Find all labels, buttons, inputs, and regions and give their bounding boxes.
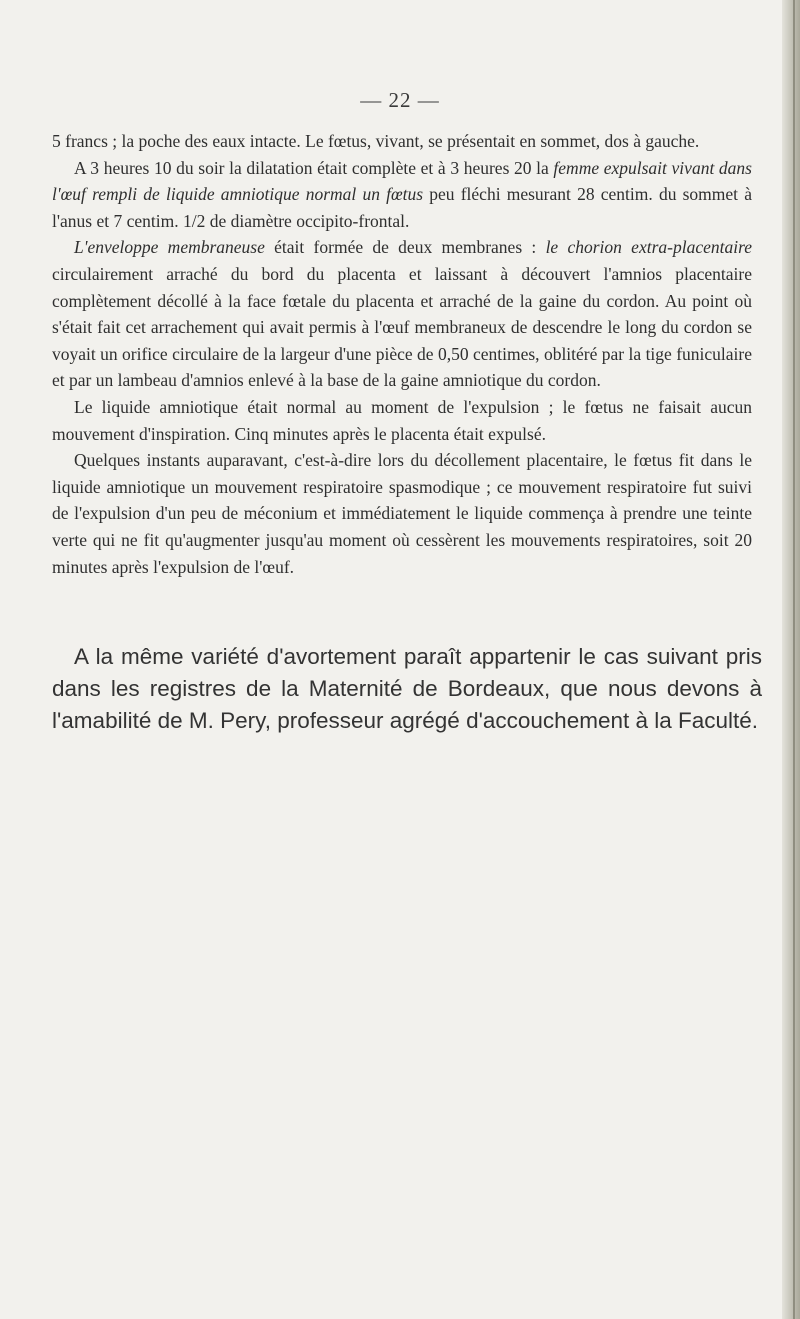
text-segment: peu fléchi mesurant 28 centim. du sommet à l'anus et 7 centim. 1/2 de diamètre occipito-frontal. bbox=[52, 184, 752, 231]
closing-paragraph: A la même variété d'avortement paraît appartenir le cas suivant pris dans les registres de la Maternité de Bordeaux, que nous devons à l'amabilité de M. Pery, professeur agrégé d'accouchement à la Faculté. bbox=[52, 644, 762, 733]
paragraph bbox=[52, 394, 752, 447]
text-segment: 5 francs ; la poche des eaux intacte. Le fœtus, vivant, se présentait en sommet, dos à gauche. bbox=[52, 131, 700, 151]
page-edge-line bbox=[793, 0, 795, 1319]
page-number: — 22 — bbox=[360, 88, 440, 112]
text-segment: Quelques instants auparavant, c'est-à-dire lors du décollement placentaire, le fœtus fit dans le liquide amniotique un mouvement respiratoire spasmodique ; ce mouvement respiratoire fut suivi de l'expulsion d'un peu de méconium et immédiatement le liquide commença à prendre une teinte verte qui ne fit qu'augmenter jusqu'au moment où cessèrent les mouvements respiratoires, soit 20 minutes après l'expulsion de l'œuf. bbox=[52, 450, 752, 577]
text-segment: Le liquide amniotique était normal au moment de l'expulsion ; le fœtus ne faisait aucun mouvement d'inspiration. Cinq minutes après le placenta était expulsé. bbox=[52, 396, 752, 444]
paragraph bbox=[52, 155, 752, 235]
text-segment: circulairement arraché du bord du placenta et laissant à découvert l'amnios placentaire complètement décollé à la face fœtale du placenta et arraché de la gaine du cordon. Au point où s'était fait cet arrachement qui avait permis à l'œuf membraneux de descendre le long du cordon se voyait un orifice circulaire de la largeur d'une pièce de 0,50 centimes, oblitéré par la tige funiculaire et par un lambeau d'amnios enlevé à la base de la gaine amniotique du cordon. bbox=[52, 263, 752, 391]
text-segment: était formée de deux membranes : bbox=[264, 237, 546, 258]
italic-segment: L'enveloppe membraneuse bbox=[74, 237, 265, 258]
body-text bbox=[52, 128, 752, 580]
paragraph bbox=[52, 234, 752, 394]
italic-segment: femme expulsait vivant dans l'œuf rempli de liquide amniotique normal un fœtus bbox=[52, 157, 752, 205]
closing-text bbox=[52, 641, 762, 737]
italic-segment: le chorion extra-placentaire bbox=[545, 237, 753, 258]
paragraph bbox=[52, 128, 752, 155]
paragraph bbox=[52, 447, 752, 580]
page-edge bbox=[782, 0, 800, 1319]
text-segment: A 3 heures 10 du soir la dilatation était complète et à 3 heures 20 la bbox=[74, 157, 554, 178]
